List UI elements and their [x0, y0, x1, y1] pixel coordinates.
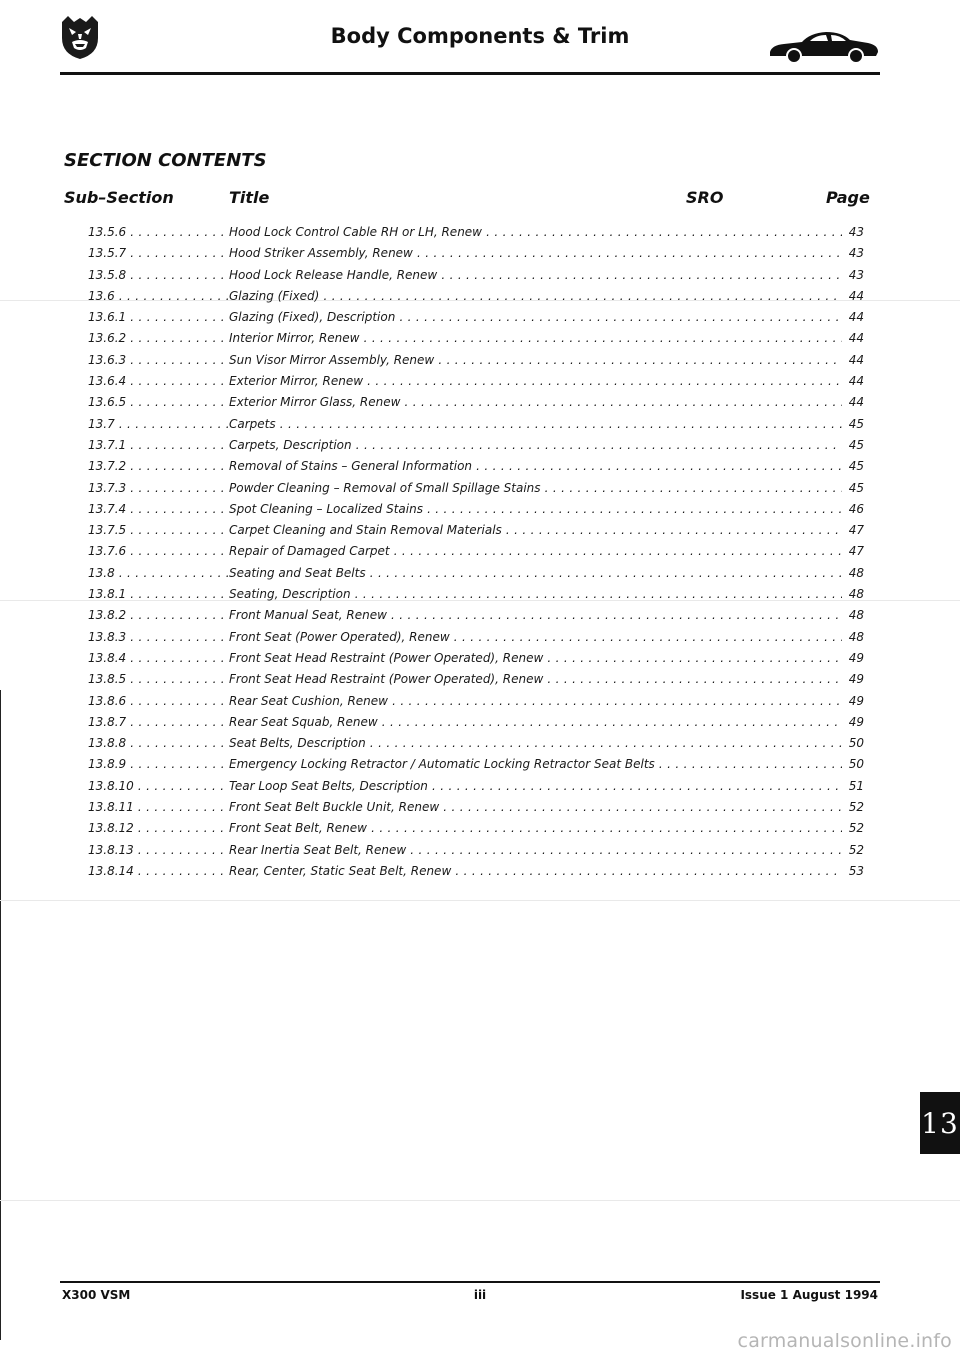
- toc-entry[interactable]: [88, 648, 864, 669]
- section-tab: 13: [920, 1092, 960, 1154]
- toc-entry-subsection: 13.8.10 . . .: [88, 776, 228, 797]
- toc-entry-subsection: 13.8.12 . . .: [88, 818, 228, 839]
- toc-entry[interactable]: [88, 541, 864, 562]
- toc-entry-subsection: 13.7 . . .: [88, 414, 228, 435]
- toc-entry-page: 49: [848, 672, 864, 687]
- footer-manual-code: X300 VSM: [62, 1288, 131, 1302]
- toc-entry-title: Exterior Mirror, Renew . . .: [229, 371, 842, 392]
- toc-entry-page: 49: [848, 650, 864, 665]
- toc-entry-title: Powder Cleaning – Removal of Small Spillage Stains . . .: [229, 478, 842, 499]
- toc-entry[interactable]: [88, 478, 864, 499]
- footer-rule: [60, 1281, 880, 1283]
- toc-entry[interactable]: [88, 307, 864, 328]
- toc-entry[interactable]: [88, 414, 864, 435]
- toc-entry-page: 44: [848, 310, 864, 325]
- toc-entry-page: 47: [848, 544, 864, 559]
- toc-entry-page: 49: [848, 693, 864, 708]
- column-header-page: Page: [826, 188, 870, 207]
- section-heading: SECTION CONTENTS: [64, 150, 267, 171]
- toc-entry-page: 45: [848, 480, 864, 495]
- toc-entry-title: Hood Lock Control Cable RH or LH, Renew . . .: [229, 222, 842, 243]
- toc-entry-title: Seat Belts, Description . . .: [229, 733, 842, 754]
- toc-entry-subsection: 13.8 . . .: [88, 563, 228, 584]
- toc-entry-page: 45: [848, 437, 864, 452]
- toc-entry-title: Hood Striker Assembly, Renew . . .: [229, 243, 842, 264]
- toc-entry-title: Rear, Center, Static Seat Belt, Renew . . .: [229, 861, 842, 882]
- toc-entry[interactable]: [88, 627, 864, 648]
- toc-entry[interactable]: [88, 840, 864, 861]
- car-silhouette-icon: [768, 28, 880, 64]
- page-header-title: Body Components & Trim: [330, 24, 630, 48]
- toc-entry-subsection: 13.8.11 . . .: [88, 797, 228, 818]
- toc-entry-page: 44: [848, 288, 864, 303]
- toc-entry-page: 46: [848, 501, 864, 516]
- toc-entry-page: 47: [848, 523, 864, 538]
- toc-entry-title: Rear Seat Squab, Renew . . .: [229, 712, 842, 733]
- toc-entry[interactable]: [88, 328, 864, 349]
- toc-entry-page: 43: [848, 246, 864, 261]
- toc-entry-title: Glazing (Fixed), Description . . .: [229, 307, 842, 328]
- page-edge: [0, 690, 1, 1340]
- header-rule: [60, 72, 880, 75]
- toc-entry-subsection: 13.8.3 . . .: [88, 627, 228, 648]
- toc-entry[interactable]: [88, 435, 864, 456]
- watermark: carmanualsonline.info: [737, 1330, 952, 1352]
- toc-entry-title: Rear Seat Cushion, Renew . . .: [229, 691, 842, 712]
- toc-entry-page: 43: [848, 267, 864, 282]
- toc-entry-subsection: 13.5.7 . . .: [88, 243, 228, 264]
- toc-entry-page: 45: [848, 459, 864, 474]
- toc-entry-title: Seating, Description . . .: [229, 584, 842, 605]
- toc-entry[interactable]: [88, 499, 864, 520]
- toc-entry-subsection: 13.8.2 . . .: [88, 605, 228, 626]
- toc-entry-subsection: 13.6.1 . . .: [88, 307, 228, 328]
- toc-entry-title: Front Seat Belt Buckle Unit, Renew . . .: [229, 797, 842, 818]
- contents-list: [88, 222, 864, 882]
- toc-entry-subsection: 13.8.8 . . .: [88, 733, 228, 754]
- toc-entry-title: Spot Cleaning – Localized Stains . . .: [229, 499, 842, 520]
- toc-entry[interactable]: [88, 243, 864, 264]
- toc-entry[interactable]: [88, 733, 864, 754]
- toc-entry-title: Front Seat Head Restraint (Power Operated), Renew . . .: [229, 648, 842, 669]
- toc-entry-title: Repair of Damaged Carpet . . .: [229, 541, 842, 562]
- toc-entry[interactable]: [88, 350, 864, 371]
- toc-entry-subsection: 13.5.8 . . .: [88, 265, 228, 286]
- toc-entry[interactable]: [88, 563, 864, 584]
- column-header-title: Title: [229, 188, 270, 207]
- toc-entry-title: Emergency Locking Retractor / Automatic Locking Retractor Seat Belts . . .: [229, 754, 842, 775]
- toc-entry[interactable]: [88, 371, 864, 392]
- scan-line: [0, 1200, 960, 1201]
- scan-line: [0, 900, 960, 901]
- toc-entry-subsection: 13.5.6 . . .: [88, 222, 228, 243]
- toc-entry-subsection: 13.7.5 . . .: [88, 520, 228, 541]
- toc-entry-title: Removal of Stains – General Information . . .: [229, 456, 842, 477]
- toc-entry-page: 44: [848, 374, 864, 389]
- toc-entry[interactable]: [88, 584, 864, 605]
- column-header-sub-section: Sub–Section: [64, 188, 174, 207]
- toc-entry[interactable]: [88, 776, 864, 797]
- toc-entry-page: 52: [848, 800, 864, 815]
- toc-entry[interactable]: [88, 265, 864, 286]
- toc-entry[interactable]: [88, 669, 864, 690]
- toc-entry-title: Exterior Mirror Glass, Renew . . .: [229, 392, 842, 413]
- toc-entry-page: 44: [848, 352, 864, 367]
- toc-entry-title: Interior Mirror, Renew . . .: [229, 328, 842, 349]
- toc-entry-subsection: 13.8.14 . . .: [88, 861, 228, 882]
- toc-entry[interactable]: [88, 818, 864, 839]
- toc-entry-subsection: 13.8.4 . . .: [88, 648, 228, 669]
- footer-page-number: iii: [473, 1288, 487, 1302]
- toc-entry-page: 50: [848, 736, 864, 751]
- toc-entry-page: 44: [848, 395, 864, 410]
- toc-entry-title: Rear Inertia Seat Belt, Renew . . .: [229, 840, 842, 861]
- toc-entry[interactable]: [88, 286, 864, 307]
- toc-entry-title: Front Seat (Power Operated), Renew . . .: [229, 627, 842, 648]
- toc-entry-page: 52: [848, 842, 864, 857]
- toc-entry-title: Front Seat Belt, Renew . . .: [229, 818, 842, 839]
- toc-entry-subsection: 13.8.5 . . .: [88, 669, 228, 690]
- toc-entry[interactable]: [88, 691, 864, 712]
- toc-entry-title: Carpets . . .: [229, 414, 842, 435]
- toc-entry[interactable]: [88, 861, 864, 882]
- toc-entry[interactable]: [88, 520, 864, 541]
- toc-entry-subsection: 13.6.2 . . .: [88, 328, 228, 349]
- toc-entry-title: Sun Visor Mirror Assembly, Renew . . .: [229, 350, 842, 371]
- toc-entry[interactable]: [88, 222, 864, 243]
- toc-entry-subsection: 13.8.9 . . .: [88, 754, 228, 775]
- toc-entry[interactable]: [88, 797, 864, 818]
- toc-entry-subsection: 13.7.2 . . .: [88, 456, 228, 477]
- toc-entry-page: 48: [848, 629, 864, 644]
- toc-entry-page: 51: [848, 778, 864, 793]
- toc-entry-subsection: 13.8.6 . . .: [88, 691, 228, 712]
- toc-entry[interactable]: [88, 392, 864, 413]
- toc-entry-page: 48: [848, 587, 864, 602]
- toc-entry-page: 50: [848, 757, 864, 772]
- toc-entry-subsection: 13.7.1 . . .: [88, 435, 228, 456]
- toc-entry-subsection: 13.6.3 . . .: [88, 350, 228, 371]
- toc-entry-page: 53: [848, 863, 864, 878]
- toc-entry-title: Carpet Cleaning and Stain Removal Materials . . .: [229, 520, 842, 541]
- toc-entry-page: 43: [848, 225, 864, 239]
- toc-entry-page: 48: [848, 565, 864, 580]
- toc-entry-subsection: 13.6.5 . . .: [88, 392, 228, 413]
- toc-entry[interactable]: [88, 456, 864, 477]
- toc-entry[interactable]: [88, 754, 864, 775]
- toc-entry-title: Hood Lock Release Handle, Renew . . .: [229, 265, 842, 286]
- column-header-sro: SRO: [686, 188, 724, 207]
- toc-entry-subsection: 13.8.7 . . .: [88, 712, 228, 733]
- toc-entry-subsection: 13.7.4 . . .: [88, 499, 228, 520]
- toc-entry-page: 48: [848, 608, 864, 623]
- toc-entry-subsection: 13.7.6 . . .: [88, 541, 228, 562]
- toc-entry-title: Carpets, Description . . .: [229, 435, 842, 456]
- toc-entry-title: Front Manual Seat, Renew . . .: [229, 605, 842, 626]
- toc-entry-subsection: 13.7.3 . . .: [88, 478, 228, 499]
- toc-entry-page: 52: [848, 821, 864, 836]
- toc-entry-subsection: 13.6 . . .: [88, 286, 228, 307]
- toc-entry-title: Seating and Seat Belts . . .: [229, 563, 842, 584]
- toc-entry-subsection: 13.8.13 . . .: [88, 840, 228, 861]
- toc-entry-page: 49: [848, 714, 864, 729]
- toc-entry-page: 45: [848, 416, 864, 431]
- toc-entry-title: Glazing (Fixed) . . .: [229, 286, 842, 307]
- toc-entry-title: Front Seat Head Restraint (Power Operated), Renew . . .: [229, 669, 842, 690]
- toc-entry[interactable]: [88, 712, 864, 733]
- toc-entry-page: 44: [848, 331, 864, 346]
- footer-issue-date: Issue 1 August 1994: [740, 1288, 878, 1302]
- toc-entry-subsection: 13.6.4 . . .: [88, 371, 228, 392]
- toc-entry[interactable]: [88, 605, 864, 626]
- toc-entry-title: Tear Loop Seat Belts, Description . . .: [229, 776, 842, 797]
- toc-entry-subsection: 13.8.1 . . .: [88, 584, 228, 605]
